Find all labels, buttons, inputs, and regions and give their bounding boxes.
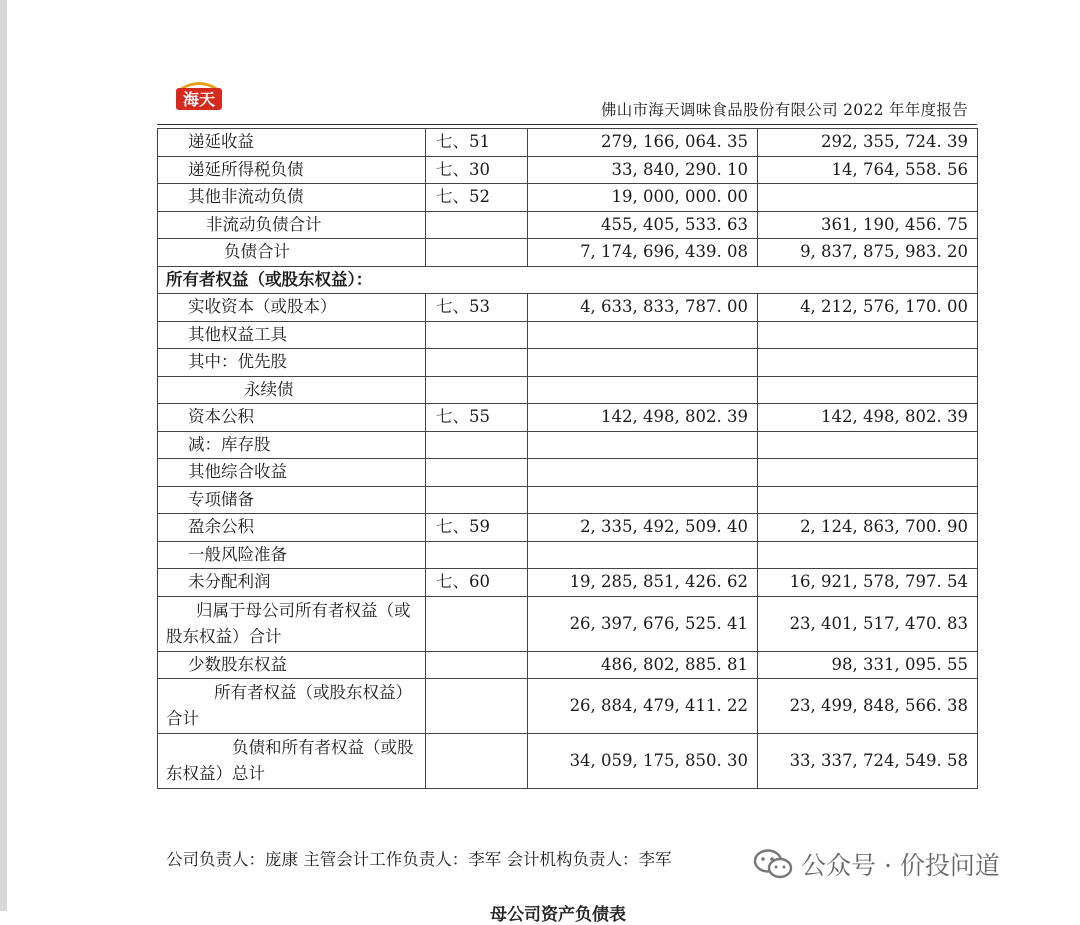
row-begin-balance: 14, 764, 558. 56 (758, 156, 978, 184)
row-item: 未分配利润 (158, 569, 426, 597)
table-row (158, 734, 978, 789)
row-begin-balance (758, 541, 978, 569)
row-note: 七、59 (426, 514, 528, 542)
row-note (426, 541, 528, 569)
row-item: 负债和所有者权益（或股东权益）总计 (158, 734, 426, 789)
row-begin-balance (758, 431, 978, 459)
table-row (158, 349, 978, 377)
row-begin-balance (758, 459, 978, 487)
row-begin-balance: 4, 212, 576, 170. 00 (758, 294, 978, 322)
row-note (426, 321, 528, 349)
row-item: 其他非流动负债 (158, 184, 426, 212)
row-note (426, 734, 528, 789)
row-end-balance (528, 541, 758, 569)
section-heading: 所有者权益（或股东权益）： (158, 266, 978, 294)
table-row (158, 156, 978, 184)
row-note (426, 211, 528, 239)
row-end-balance (528, 321, 758, 349)
row-begin-balance: 9, 837, 875, 983. 20 (758, 239, 978, 267)
row-end-balance: 486, 802, 885. 81 (528, 651, 758, 679)
row-end-balance: 19, 285, 851, 426. 62 (528, 569, 758, 597)
row-note (426, 486, 528, 514)
next-section-title: 母公司资产负债表 (490, 905, 626, 925)
row-begin-balance: 16, 921, 578, 797. 54 (758, 569, 978, 597)
wechat-watermark (753, 846, 1000, 882)
row-begin-balance: 142, 498, 802. 39 (758, 404, 978, 432)
row-begin-balance: 2, 124, 863, 700. 90 (758, 514, 978, 542)
table-row (158, 514, 978, 542)
row-note: 七、53 (426, 294, 528, 322)
table-row (158, 404, 978, 432)
row-begin-balance: 292, 355, 724. 39 (758, 129, 978, 157)
row-note (426, 431, 528, 459)
row-end-balance: 33, 840, 290. 10 (528, 156, 758, 184)
page-edge (0, 0, 7, 911)
row-item: 其他权益工具 (158, 321, 426, 349)
row-end-balance: 7, 174, 696, 439. 08 (528, 239, 758, 267)
row-item: 其他综合收益 (158, 459, 426, 487)
row-end-balance (528, 349, 758, 377)
table-row (158, 376, 978, 404)
watermark-text: 公众号 · 价投问道 (801, 851, 1000, 880)
table-row (158, 459, 978, 487)
row-item: 盈余公积 (158, 514, 426, 542)
row-note (426, 459, 528, 487)
row-note: 七、60 (426, 569, 528, 597)
table-row (158, 294, 978, 322)
row-end-balance: 455, 405, 533. 63 (528, 211, 758, 239)
row-item: 实收资本（或股本） (158, 294, 426, 322)
row-begin-balance: 361, 190, 456. 75 (758, 211, 978, 239)
table-row (158, 129, 978, 157)
row-note (426, 679, 528, 734)
wechat-icon (753, 848, 793, 880)
row-end-balance (528, 376, 758, 404)
row-item: 负债合计 (158, 239, 426, 267)
row-note (426, 239, 528, 267)
signatory-line: 公司负责人：庞康 主管会计工作负责人：李军 会计机构负责人：李军 (166, 850, 672, 869)
table-row (158, 651, 978, 679)
row-begin-balance: 23, 401, 517, 470. 83 (758, 596, 978, 651)
row-end-balance: 4, 633, 833, 787. 00 (528, 294, 758, 322)
row-begin-balance (758, 321, 978, 349)
row-begin-balance (758, 184, 978, 212)
row-item: 所有者权益（或股东权益）合计 (158, 679, 426, 734)
row-end-balance: 26, 397, 676, 525. 41 (528, 596, 758, 651)
header-rule (157, 124, 977, 125)
row-note (426, 596, 528, 651)
table-row (158, 239, 978, 267)
row-end-balance (528, 486, 758, 514)
row-end-balance: 2, 335, 492, 509. 40 (528, 514, 758, 542)
table-row (158, 541, 978, 569)
table-row (158, 211, 978, 239)
row-end-balance: 19, 000, 000. 00 (528, 184, 758, 212)
table-row (158, 486, 978, 514)
row-note (426, 651, 528, 679)
row-item: 少数股东权益 (158, 651, 426, 679)
logo-text: 海天 (182, 90, 216, 109)
row-item: 一般风险准备 (158, 541, 426, 569)
row-item: 递延所得税负债 (158, 156, 426, 184)
row-begin-balance: 33, 337, 724, 549. 58 (758, 734, 978, 789)
table-row (158, 679, 978, 734)
report-header-title: 佛山市海天调味食品股份有限公司 2022 年年度报告 (600, 101, 968, 119)
row-end-balance: 142, 498, 802. 39 (528, 404, 758, 432)
row-note: 七、30 (426, 156, 528, 184)
row-item: 永续债 (158, 376, 426, 404)
row-end-balance (528, 431, 758, 459)
company-logo (174, 74, 224, 112)
section-heading-row (158, 266, 978, 294)
row-begin-balance (758, 376, 978, 404)
row-begin-balance (758, 349, 978, 377)
row-begin-balance: 23, 499, 848, 566. 38 (758, 679, 978, 734)
row-item: 递延收益 (158, 129, 426, 157)
row-note: 七、55 (426, 404, 528, 432)
row-end-balance: 34, 059, 175, 850. 30 (528, 734, 758, 789)
table-row (158, 321, 978, 349)
row-begin-balance: 98, 331, 095. 55 (758, 651, 978, 679)
row-item: 其中：优先股 (158, 349, 426, 377)
row-item: 减：库存股 (158, 431, 426, 459)
table-row (158, 596, 978, 651)
table-row (158, 569, 978, 597)
row-item: 资本公积 (158, 404, 426, 432)
row-item: 专项储备 (158, 486, 426, 514)
table-row (158, 431, 978, 459)
row-note: 七、51 (426, 129, 528, 157)
row-end-balance (528, 459, 758, 487)
row-item: 非流动负债合计 (158, 211, 426, 239)
row-item: 归属于母公司所有者权益（或股东权益）合计 (158, 596, 426, 651)
row-note: 七、52 (426, 184, 528, 212)
row-note (426, 376, 528, 404)
row-begin-balance (758, 486, 978, 514)
row-end-balance: 26, 884, 479, 411. 22 (528, 679, 758, 734)
row-note (426, 349, 528, 377)
balance-sheet-table (157, 128, 978, 789)
table-row (158, 184, 978, 212)
row-end-balance: 279, 166, 064. 35 (528, 129, 758, 157)
